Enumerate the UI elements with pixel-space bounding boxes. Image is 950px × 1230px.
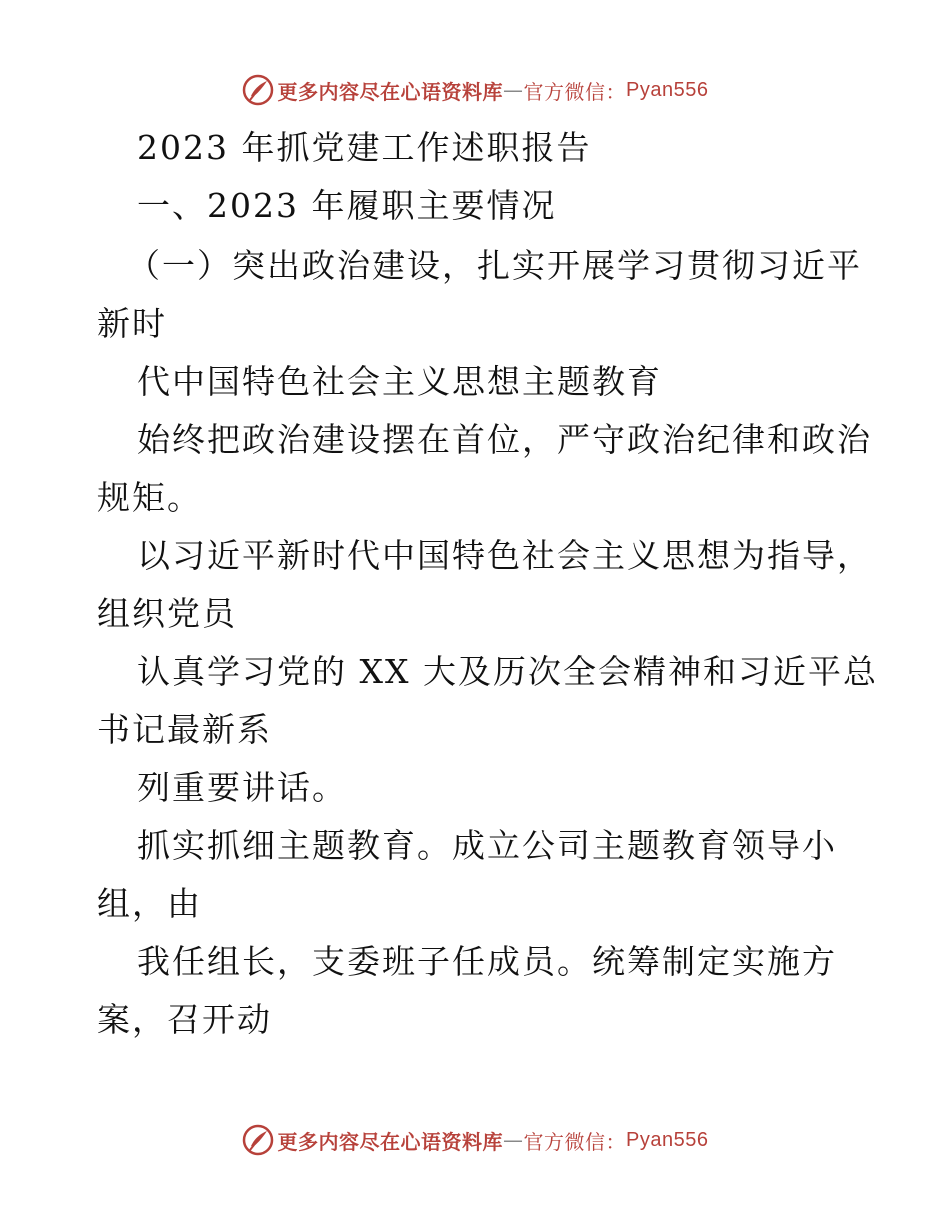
- paragraph-line: 新时: [97, 304, 167, 343]
- doc-title: 2023 年抓党建工作述职报告: [137, 128, 592, 167]
- paragraph-line: 书记最新系: [97, 710, 272, 749]
- header-banner-dash: —: [503, 78, 524, 102]
- section-heading: 一、2023 年履职主要情况: [137, 186, 557, 225]
- footer-banner: [0, 1120, 950, 1160]
- quill-ribbon-logo-icon: [242, 1124, 274, 1156]
- paragraph-line: 以习近平新时代中国特色社会主义思想为指导，: [137, 536, 872, 575]
- footer-banner-wechat-id: Pyan556: [626, 1128, 709, 1151]
- header-banner-main-text: 更多内容尽在心语资料库: [277, 79, 504, 104]
- header-banner-wechat-id: Pyan556: [626, 78, 709, 101]
- footer-banner-dash: —: [503, 1128, 524, 1152]
- paragraph-line: 代中国特色社会主义思想主题教育: [137, 362, 662, 401]
- paragraph-line: 案，召开动: [97, 1000, 272, 1039]
- paragraph-line: 规矩。: [97, 478, 202, 517]
- paragraph-line: 组，由: [97, 884, 202, 923]
- header-banner: [0, 70, 950, 110]
- paragraph-line: 认真学习党的 XX 大及历次全会精神和习近平总: [137, 652, 878, 691]
- paragraph-line: 列重要讲话。: [137, 768, 347, 807]
- paragraph-line: 抓实抓细主题教育。成立公司主题教育领导小: [137, 826, 837, 865]
- header-banner-sub-text: 官方微信：: [523, 79, 627, 104]
- paragraph-line: 我任组长，支委班子任成员。统筹制定实施方: [137, 942, 837, 981]
- paragraph-line: 始终把政治建设摆在首位，严守政治纪律和政治: [137, 420, 872, 459]
- quill-ribbon-logo-icon: [242, 74, 274, 106]
- subsection-heading: （一）突出政治建设，扎实开展学习贯彻习近平: [127, 246, 862, 285]
- paragraph-line: 组织党员: [97, 594, 237, 633]
- footer-banner-main-text: 更多内容尽在心语资料库: [277, 1129, 504, 1154]
- footer-banner-sub-text: 官方微信：: [523, 1129, 627, 1154]
